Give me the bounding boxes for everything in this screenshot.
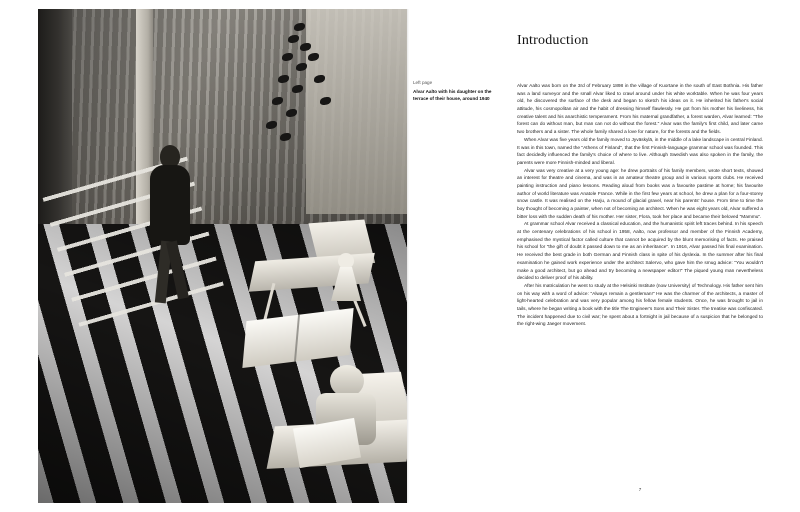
paragraph: At grammar school Alvar received a classical education, and the humanistic spirit left traces behind. In his speech at the centenary celebrations of his school in 1958, Aalto, now professor and member of the Finnish Academy, emphasised the mystical factor called culture that cannot be acquired by the blunt memorising of facts. He praised his school for "the gift of doubt it passed down to me as an inheritance". In 1916, Alvar passed his final examination. He received the best grade in both German and Finnish class in spite of his dyslexia. In the summer after his final examination he gained work experience under the architect Salervo, who gave him the smug advice: "You wouldn't make a good architect, but go ahead and try becoming a newspaper editor!" The piqued young man nevertheless decided to deliver proof of his ability. <box>517 222 763 282</box>
photo-caption <box>413 80 507 102</box>
left-page <box>38 9 407 503</box>
paragraph: Alvar was very creative at a very young age: he drew portraits of his family members, wrote short texts, showed an interest for theatre and cinema, and was in an amateur theatre group and in various sports clubs. He received painting instruction and piano lessons. Reading aloud from books was a favourite pastime at home; his favourite author of world literature was Anatole France. While in the first few years at school, he drew a plan for a four-storey snow castle. It was realised on the Harju, a mound of glacial gravel, near his parents' house. From time to time the boy thought of becoming a painter, when not of becoming an architect. When he was eight years old, Alvar suffered a bitter loss with the sudden death of his mother. Her sister, Flora, took her place and became their beloved "Mammu". <box>517 168 763 220</box>
paragraph: Alvar Aalto was born on the 3rd of February 1898 in the village of Kuortane in the south of East Bothnia. His father was a land surveyor and the small Alvar liked to crawl around under his white worktable. When he was four years old, he discovered the surface of the desk and began to sketch his ideas on it. He inherited his father's social attitude, his cosmopolitan air and the habit of dressing himself flawlessly. He got from his mother his liveliness, his creative talent and his anarchistic temperament. From his maternal grandfather, a forest warden, Alvar learned: "The forest can do without man, but man can not do without the forest." Alvar was the family's first child, and later came two brothers and a sister. The whole family shared a love for nature, for the forests and the fields. <box>517 84 763 136</box>
photo-figure-child <box>300 365 386 485</box>
photograph-terrace-aalto-daughter <box>38 9 407 503</box>
photo-doll <box>329 253 363 311</box>
photo-doll-dress <box>331 267 361 301</box>
photo-figure-woman <box>142 145 198 325</box>
photo-hanging-plant <box>252 23 342 143</box>
paragraph: After his matriculation he went to study at the Helsinki Institute (now University) of Technology. His father sent him on his way with a word of advice: "Always remain a gentleman!" He was the charmer of the architects, a master of light-hearted celebration and was very popular among his fellow female students. Once, he was brought to jail in tails, where he began writing a book with the title The Engineer's Sons and Their Sister. The treatise was confiscated. The incident happened due to civil war; he spent about a fortnight in jail because of a suspicion that he belonged to the right-wing Jaeger movement. <box>517 283 763 328</box>
photo-woman-leg-right <box>166 240 189 299</box>
photo-woman-body <box>150 165 190 245</box>
paragraph: When Alvar was five years old the family moved to Jyväskylä, in the middle of a lake landscape in central Finland. It was in this town, named the "Athens of Finland", that the first Finnish-language grammar school was founded. This fact decidedly influenced the family's choice of where to live. Although Swedish was also spoken in the family, the parents were more Finnish-minded and liberal. <box>517 137 763 166</box>
caption-position-label: Left page <box>413 80 433 85</box>
right-page <box>517 9 763 503</box>
book-gutter <box>407 9 409 503</box>
page-number: 7 <box>638 487 642 492</box>
page-title: Introduction <box>517 33 589 48</box>
caption-text: Alvar Aalto with his daughter on the terrace of their house, around 1940 <box>413 88 492 101</box>
photo-doll-head <box>338 253 354 269</box>
body-text <box>517 83 763 329</box>
photo-child-book <box>293 418 361 468</box>
